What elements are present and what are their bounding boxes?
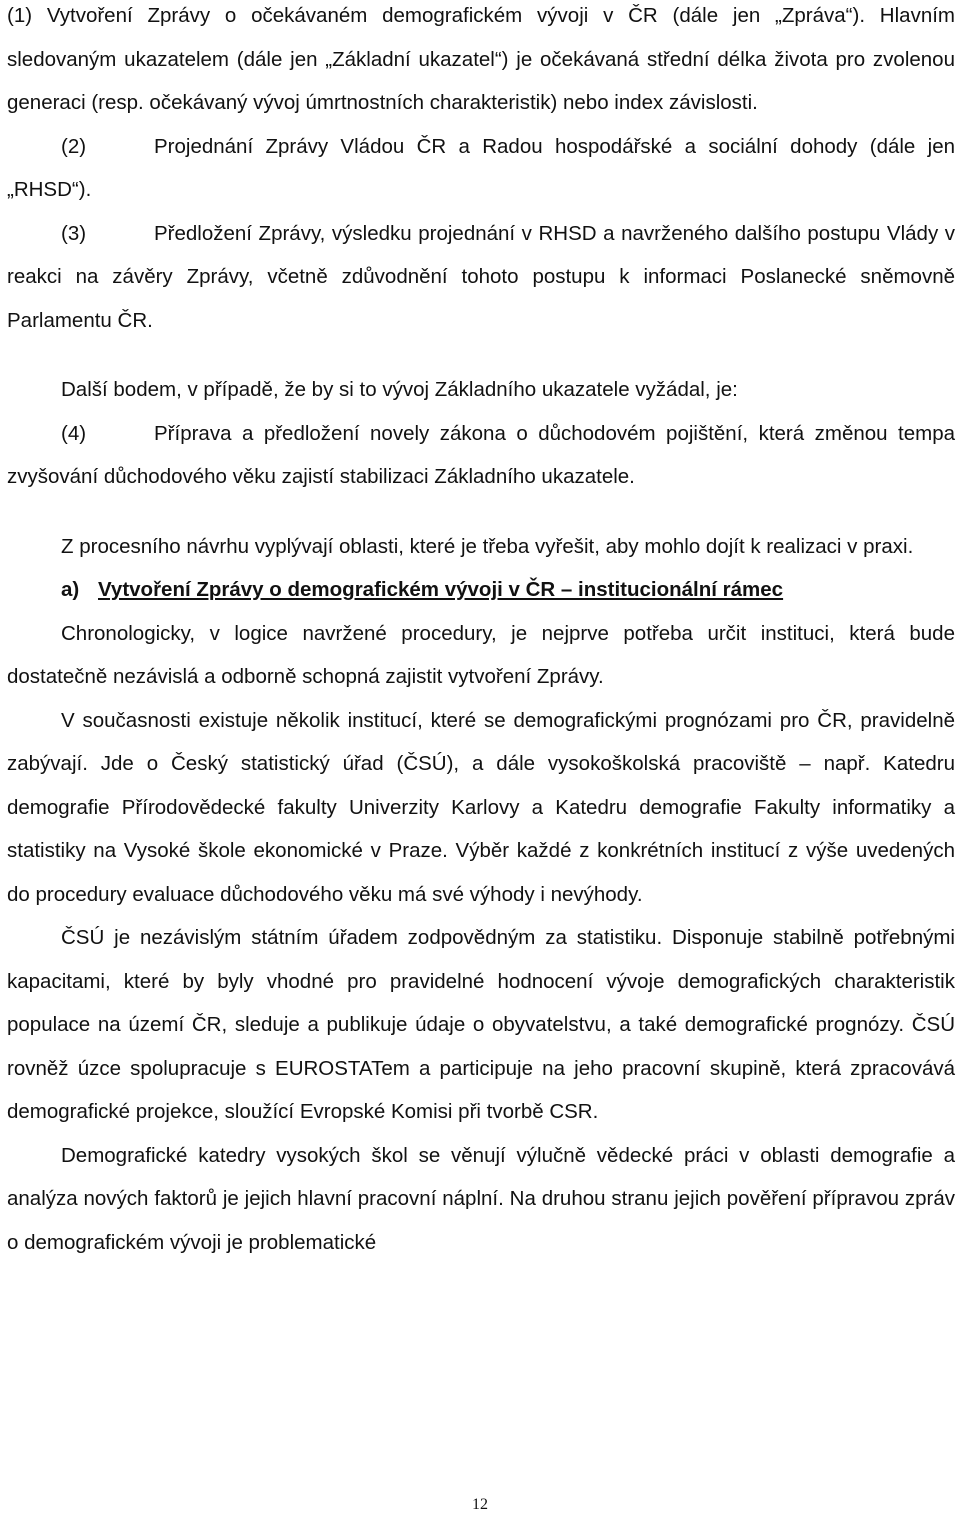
list-number-3: (3) — [61, 221, 87, 245]
section-label: a) — [61, 578, 80, 601]
paragraph-departments: Demografické katedry vysokých škol se věnují výlučně vědecké práci v oblasti demografie a analýza nových faktorů je jejich hlavní pracovní náplní. Na druhou stranu jejich pověření přípravou zpráv o demografickém vývoji je problematické — [7, 1143, 955, 1254]
paragraph-csu: ČSÚ je nezávislým státním úřadem zodpovědným za statistiku. Disponuje stabilně potřebnými kapacitami, které by byly vhodné pro pravidelné hodnocení vývoje demografických charakteristik populace na území ČR, sleduje a publikuje údaje o obyvatelstvu, a také demografické prognózy. ČSÚ rovněž úzce spolupracuje s EUROSTATem a participuje na jeho pracovní skupině, která zpracovává demografické projekce, sloužící Evropské Komisi při tvorbě CSR. — [7, 926, 955, 1123]
section-heading — [7, 568, 955, 612]
list-number-2: (2) — [61, 134, 87, 158]
list-number-4: (4) — [61, 421, 87, 445]
page-number: 12 — [472, 1496, 488, 1513]
paragraph-process: Z procesního návrhu vyplývají oblasti, které je třeba vyřešit, aby mohlo dojít k realizaci v praxi. — [61, 534, 914, 558]
paragraph-institutions: V současnosti existuje několik institucí, které se demografickými prognózami pro ČR, pravidelně zabývají. Jde o Český statistický úřad (ČSÚ), a dále vysokoškolská pracoviště – např. Katedru demografie Přírodovědecké fakulty Univerzity Karlovy a Katedru demografie Fakulty informatiky a statistiky na Vysoké škole ekonomické v Praze. Výběr každé z konkrétních institucí z výše uvedených do procedury evaluace důchodového věku má své výhody i nevýhody. — [7, 708, 955, 906]
list-text-2: Projednání Zprávy Vládou ČR a Radou hospodářské a sociální dohody (dále jen „RHSD“). — [7, 134, 955, 201]
paragraph-chronology: Chronologicky, v logice navržené procedury, je nejprve potřeba určit instituci, která bude dostatečně nezávislá a odborně schopná zajistit vytvoření Zprávy. — [7, 621, 955, 688]
list-text-4: Příprava a předložení novely zákona o důchodovém pojištění, která změnou tempa zvyšování důchodového věku zajistí stabilizaci Základního ukazatele. — [7, 421, 955, 488]
paragraph-item-1: (1) Vytvoření Zprávy o očekávaném demografickém vývoji v ČR (dále jen „Zpráva“). Hlavním sledovaným ukazatelem (dále jen „Základní ukazatel“) je očekávaná střední délka života pro zvolenou generaci (resp. očekávaný vývoj úmrtnostních charakteristik) nebo index závislosti. — [7, 4, 955, 114]
section-title: Vytvoření Zprávy o demografickém vývoji v ČR – institucionální rámec — [98, 578, 784, 601]
paragraph-item-2 — [7, 125, 955, 212]
paragraph-item-4 — [7, 412, 955, 499]
list-text-3: Předložení Zprávy, výsledku projednání v RHSD a navrženého dalšího postupu Vlády v reakci na závěry Zprávy, včetně zdůvodnění tohoto postupu k informaci Poslanecké sněmovně Parlamentu ČR. — [7, 221, 955, 332]
document-page — [7, 0, 955, 1519]
paragraph-item-3 — [7, 212, 955, 343]
paragraph-next-step: Další bodem, v případě, že by si to vývoj Základního ukazatele vyžádal, je: — [61, 378, 738, 401]
